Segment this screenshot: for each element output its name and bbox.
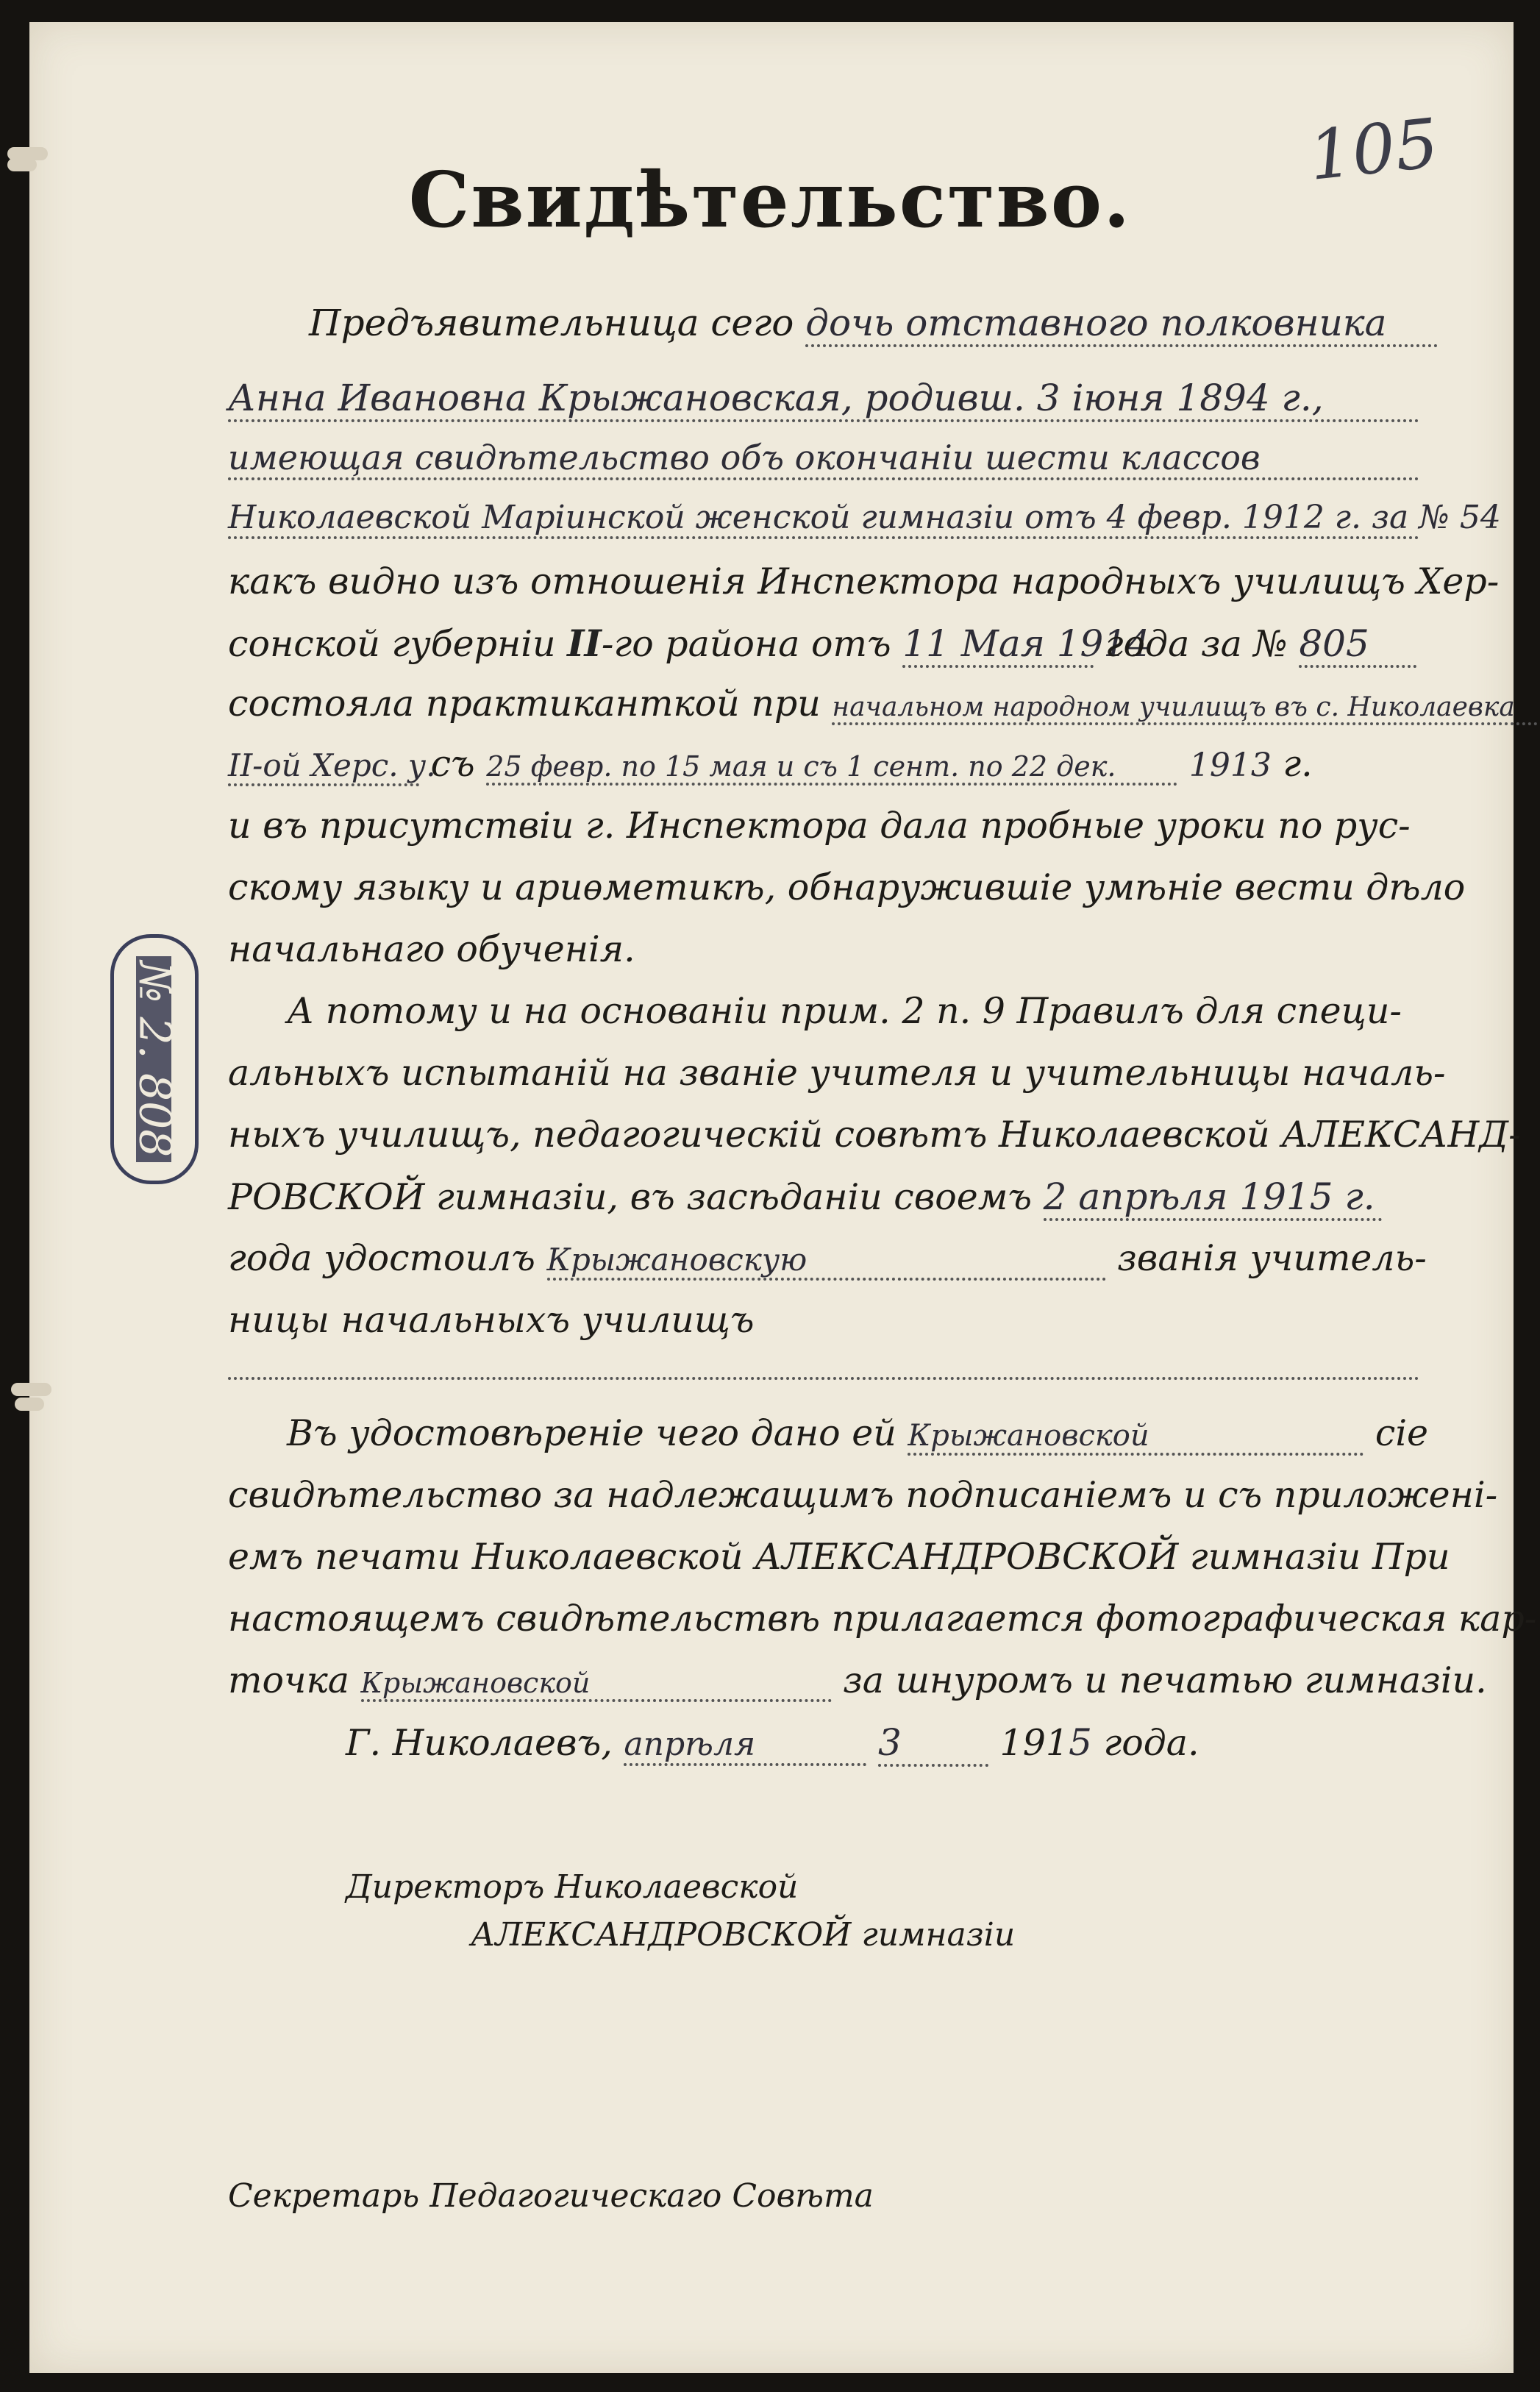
text-line-11: начальнаго обученія. xyxy=(228,928,635,970)
director-signature-line-1: Директоръ Николаевской xyxy=(346,1868,799,1906)
director-signature-line-2: АЛЕКСАНДРОВСКОЙ гимназіи xyxy=(471,1916,1016,1954)
binding-thread xyxy=(15,1398,44,1411)
text-line-13: альныхъ испытаній на званіе учителя и учительницы началь- xyxy=(228,1052,1446,1094)
text-line-1: Предъявительница сего дочь отставного полковника xyxy=(309,302,1438,347)
handwritten-field: II xyxy=(567,622,602,665)
text-line-21: настоящемъ свидѣтельствѣ прилагается фотографическая кар- xyxy=(228,1598,1537,1640)
handwritten-field: 25 февр. по 15 мая и съ 1 сент. по 22 дек. xyxy=(486,750,1177,786)
handwritten-field: Крыжановскую xyxy=(547,1242,1106,1281)
text-line-17: ницы начальныхъ училищъ xyxy=(228,1299,755,1341)
handwritten-field: 11 Мая 1914 xyxy=(902,622,1094,668)
text-line-5: какъ видно изъ отношенія Инспектора народныхъ училищъ Хер- xyxy=(228,560,1500,602)
stamp-number: № 2. 808 xyxy=(129,961,181,1158)
text-line-23: Г. Николаевъ, апрѣля 3 1915 года. xyxy=(346,1721,1199,1767)
handwritten-field: 805 xyxy=(1299,622,1416,668)
text-line-20: емъ печати Николаевской АЛЕКСАНДРОВСКОЙ гимназіи При xyxy=(228,1536,1450,1578)
handwritten-field: Крыжановской xyxy=(361,1667,832,1702)
text-line-22: точка Крыжановской за шнуромъ и печатью гимназіи. xyxy=(228,1659,1487,1701)
text-line-9: и въ присутствіи г. Инспектора дала пробные уроки по рус- xyxy=(228,805,1411,847)
handwritten-field: 5 xyxy=(1069,1721,1092,1764)
text-line-6: сонской губерніи II-го района отъ 11 Мая 1914 года за № 805 xyxy=(228,622,1416,668)
secretary-signature-line: Секретарь Педагогическаго Совѣта xyxy=(228,2177,874,2215)
text-line-7: состояла практиканткой при начальном народном училищъ въ с. Николаевка xyxy=(228,683,1538,725)
handwritten-field: начальном народном училищъ въ с. Николаевка xyxy=(832,692,1538,725)
handwritten-field: дочь отставного полковника xyxy=(805,302,1438,347)
handwritten-field: Анна Ивановна Крыжановская, родивш. 3 іюня 1894 г., xyxy=(228,377,1419,422)
binding-thread xyxy=(11,1383,51,1396)
handwritten-field: 1913 xyxy=(1188,747,1272,784)
handwritten-field: апрѣля xyxy=(624,1726,866,1766)
text-line-3 xyxy=(228,435,1419,480)
handwritten-field: Крыжановской xyxy=(908,1419,1363,1456)
handwritten-field: Николаевской Маріинской женской гимназіи отъ 4 февр. 1912 г. за № 54 xyxy=(228,499,1419,539)
text-line-12: А потому и на основаніи прим. 2 п. 9 Правилъ для специ- xyxy=(287,990,1402,1032)
handwritten-field: II-ой Херс. у. xyxy=(228,747,419,786)
text-line-14: ныхъ училищъ, педагогическій совѣтъ Николаевской АЛЕКСАНД- xyxy=(228,1114,1521,1156)
text-line-4 xyxy=(228,494,1501,539)
text-line-15: РОВСКОЙ гимназіи, въ засѣданіи своемъ 2 апрѣля 1915 г. xyxy=(228,1175,1382,1221)
handwritten-field: имеющая свидѣтельство объ окончаніи шести классов xyxy=(228,438,1419,480)
text-line-16: года удостоилъ Крыжановскую званія учитель- xyxy=(228,1237,1427,1279)
archive-number: 105 xyxy=(1305,104,1442,196)
text-line-18: Въ удостовѣреніе чего дано ей Крыжановской сіе xyxy=(287,1412,1429,1454)
blank-dotted-line xyxy=(228,1377,1419,1380)
handwritten-field: 2 апрѣля 1915 г. xyxy=(1044,1175,1382,1221)
text-line-2 xyxy=(228,377,1419,422)
text-line-8: II-ой Херс. у. съ 25 февр. по 15 мая и съ 1 сент. по 22 дек. 1913 г. xyxy=(228,743,1313,785)
text-line-10: скому языку и ариѳметикѣ, обнаружившіе умѣніе вести дѣло xyxy=(228,866,1466,908)
registration-stamp xyxy=(110,934,199,1184)
text-line-19: свидѣтельство за надлежащимъ подписаніемъ и съ приложені- xyxy=(228,1474,1498,1516)
page-title: Свидѣтельство. xyxy=(408,154,1132,245)
handwritten-field: 3 xyxy=(878,1721,988,1767)
